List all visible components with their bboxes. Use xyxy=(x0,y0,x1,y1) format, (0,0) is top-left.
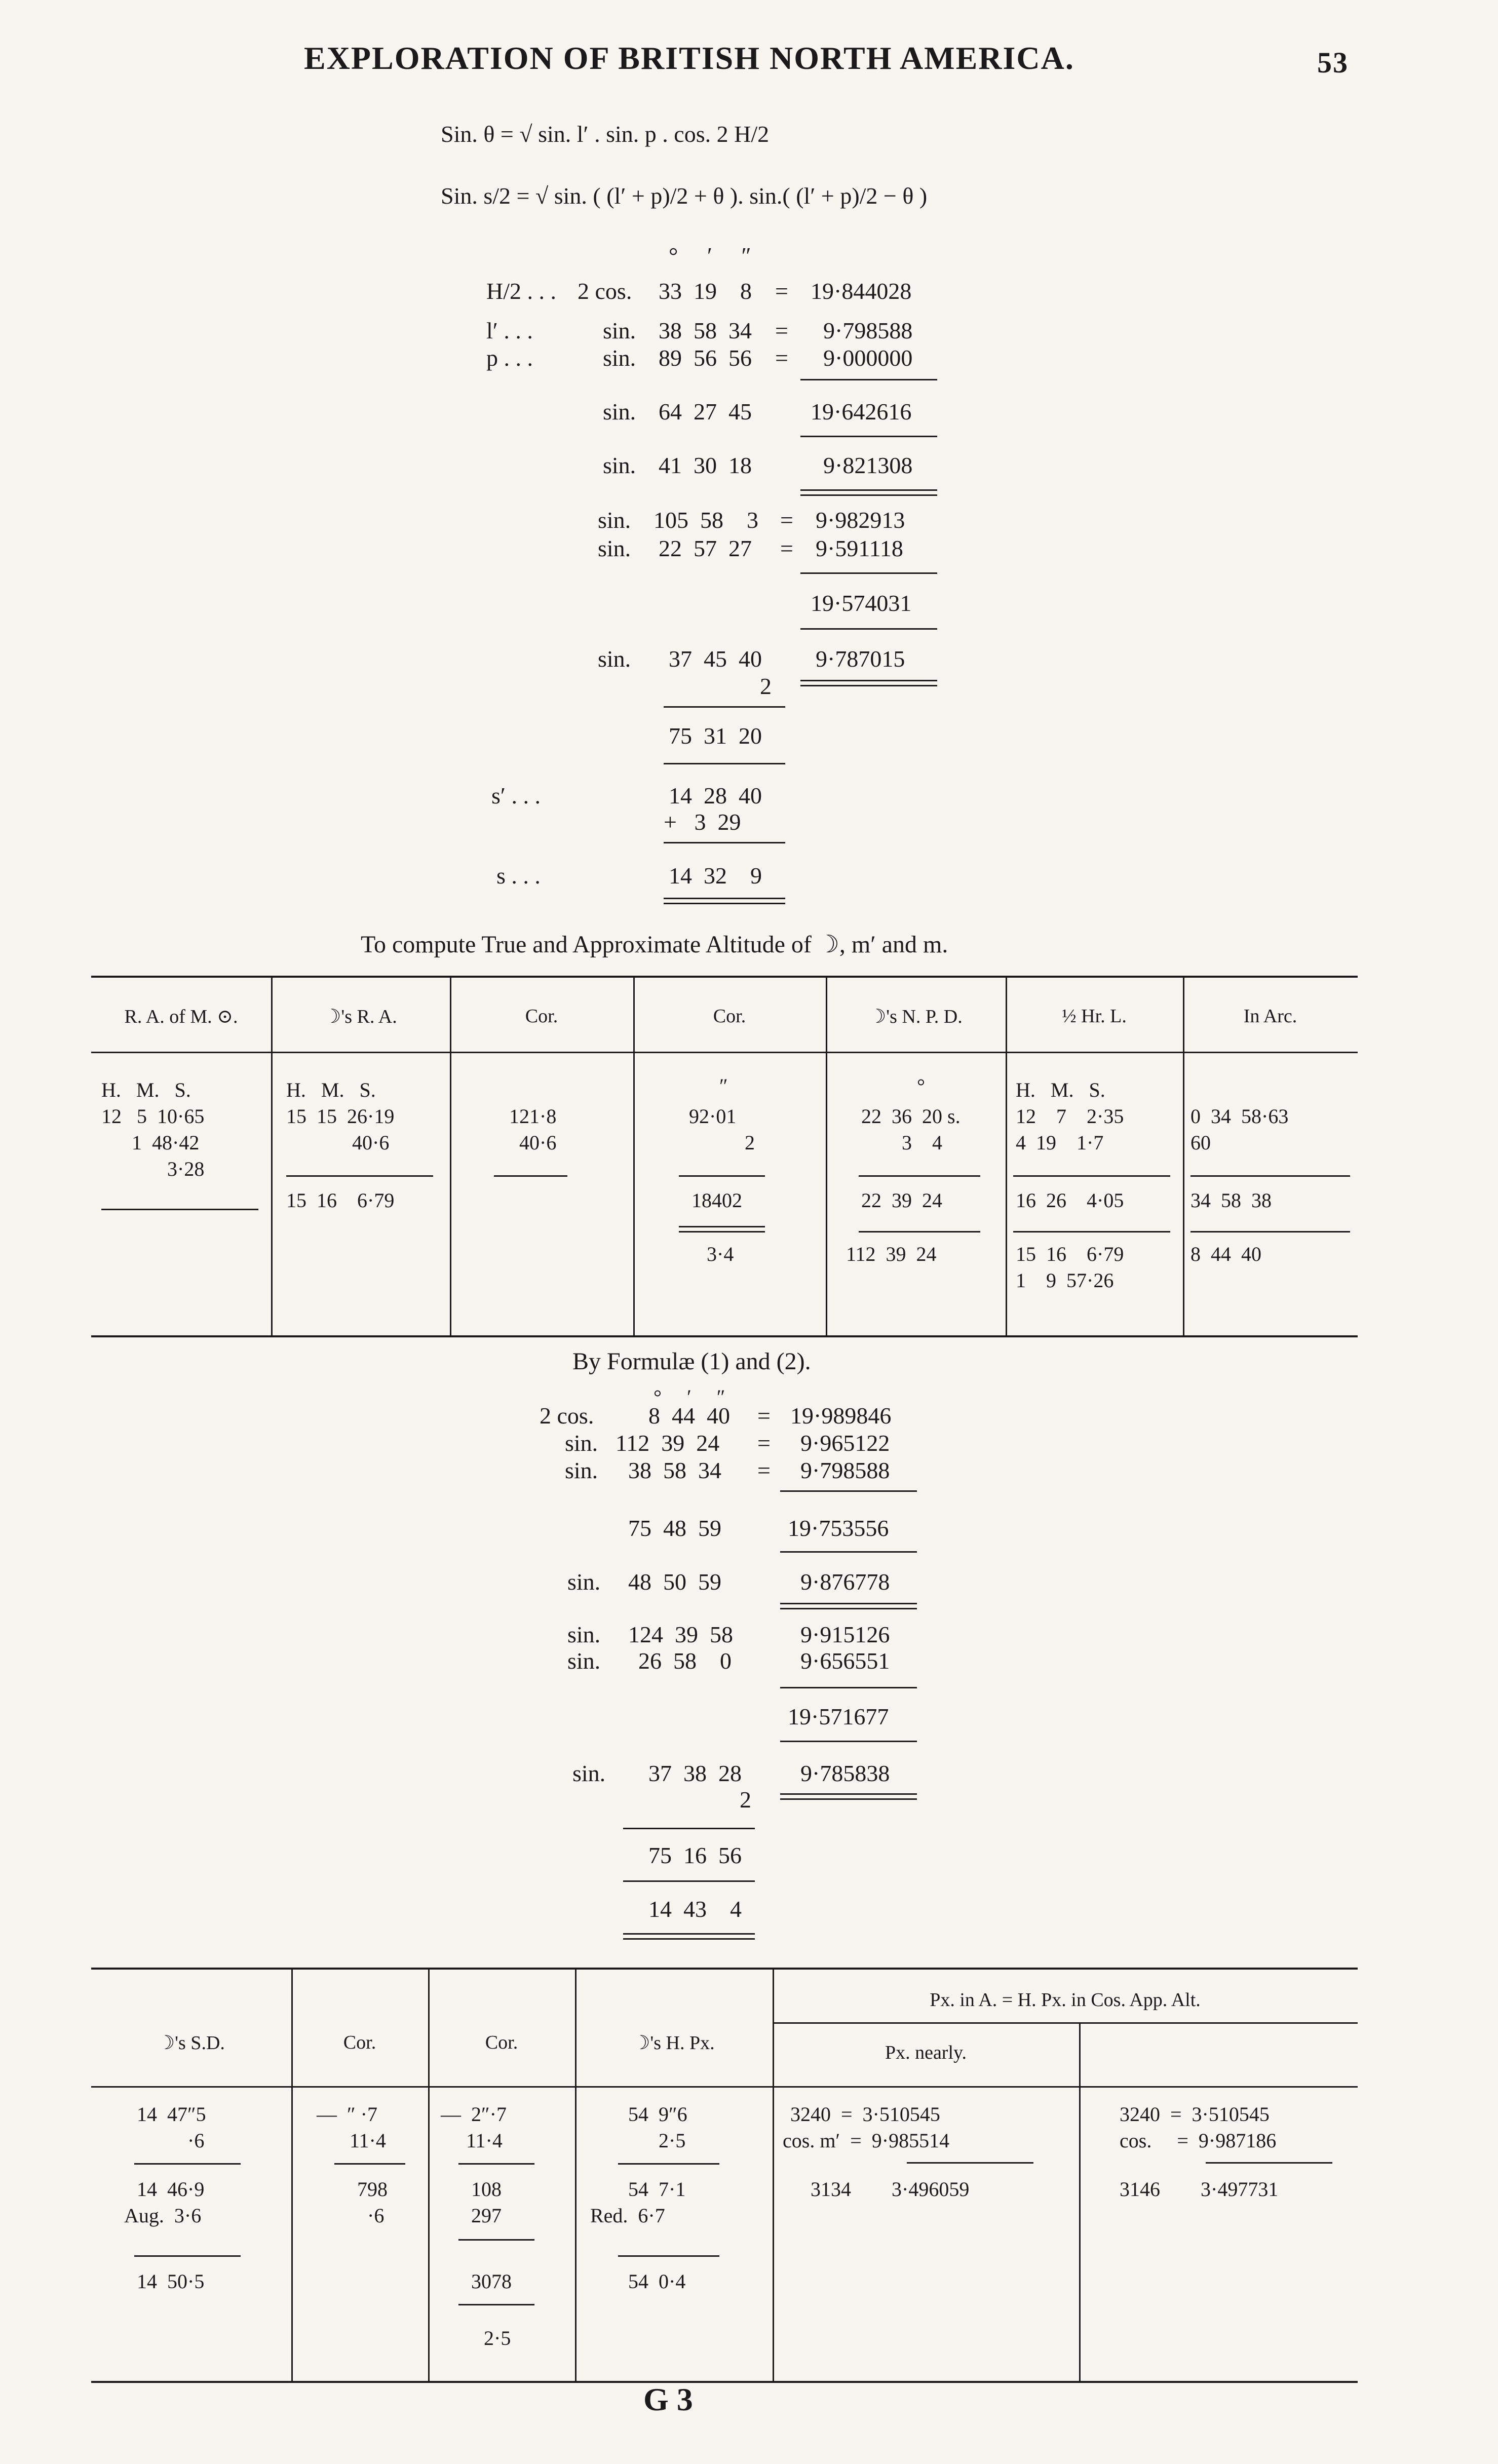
sum-rule xyxy=(458,2239,534,2241)
cell: Red. 6·7 xyxy=(590,2204,665,2227)
table-top-rule xyxy=(91,976,1358,978)
cell: 11·4 xyxy=(466,2129,503,2152)
s-prime-label: s′ . . . xyxy=(491,783,541,808)
cell: 14 50·5 xyxy=(137,2270,205,2293)
cell: H. M. S. xyxy=(101,1079,191,1101)
sum-rule xyxy=(780,1741,917,1742)
result-value: 9·787015 xyxy=(816,646,905,672)
column-header: In Arc. xyxy=(1243,1006,1297,1027)
row-equals: = xyxy=(757,1403,771,1429)
cell: 40·6 xyxy=(519,1131,557,1154)
sum-value: 19·642616 xyxy=(811,399,912,425)
row-function: sin. xyxy=(603,345,636,371)
cell: 54 7·1 xyxy=(628,2178,686,2201)
row-equals: = xyxy=(757,1457,771,1483)
cell: 3·4 xyxy=(707,1243,734,1265)
column-divider xyxy=(633,976,635,1335)
half-angle: 41 30 18 xyxy=(659,452,752,478)
sum-rule xyxy=(664,763,785,764)
cell: 0 34 58·63 xyxy=(1190,1105,1289,1128)
pair-function: sin. xyxy=(598,507,631,533)
cell: 3146 3·497731 xyxy=(1120,2178,1279,2201)
sum-angle: 64 27 45 xyxy=(659,399,752,425)
row-label: l′ . . . xyxy=(486,318,533,343)
double-rule xyxy=(780,1608,917,1609)
row-label: p . . . xyxy=(486,345,533,371)
degree-marks: ° ′ ″ xyxy=(669,243,751,268)
row-function: sin. xyxy=(565,1457,598,1483)
pair-function: sin. xyxy=(598,535,631,561)
cell: 22 36 20 s. xyxy=(861,1105,961,1128)
column-divider xyxy=(291,1968,293,2381)
formula-theta: Sin. θ = √ sin. l′ . sin. p . cos. 2 H/2 xyxy=(441,121,770,147)
double-rule xyxy=(679,1226,765,1227)
sum-rule xyxy=(800,436,937,437)
column-divider xyxy=(773,1968,774,2381)
cell: ·6 xyxy=(357,2204,385,2227)
table-bottom-rule xyxy=(91,2381,1358,2383)
row-value: 9·798588 xyxy=(823,318,913,343)
sum-rule xyxy=(679,1175,765,1177)
result-value: 9·785838 xyxy=(800,1760,890,1786)
cell: 1 9 57·26 xyxy=(1016,1269,1114,1292)
half-function: sin. xyxy=(567,1569,601,1595)
page-number: 53 xyxy=(1317,46,1349,79)
sum-rule xyxy=(494,1175,567,1177)
cell: ·6 xyxy=(137,2129,205,2152)
cell: 16 26 4·05 xyxy=(1016,1189,1124,1212)
sum-value: 19·574031 xyxy=(811,590,912,616)
half-angle: 48 50 59 xyxy=(628,1569,721,1595)
row-label: H/2 . . . xyxy=(486,278,556,304)
sum-rule xyxy=(780,1687,917,1688)
multiplier: 2 xyxy=(760,673,772,699)
column-header: ½ Hr. L. xyxy=(1062,1006,1127,1027)
cell: 14 47″5 xyxy=(137,2103,206,2126)
multiplier: 2 xyxy=(740,1787,751,1813)
cell: 12 7 2·35 xyxy=(1016,1105,1124,1128)
cell: ″ xyxy=(719,1074,728,1097)
table-top-rule xyxy=(91,1968,1358,1970)
cell: 3134 3·496059 xyxy=(811,2178,970,2201)
formulae-caption: By Formulæ (1) and (2). xyxy=(572,1348,811,1375)
degree-marks: ° ′ ″ xyxy=(654,1385,725,1408)
s-prime-value: 14 28 40 xyxy=(669,783,762,808)
cell: — 2″·7 xyxy=(441,2103,507,2126)
cell: 34 58 38 xyxy=(1190,1189,1272,1212)
column-divider xyxy=(1183,976,1184,1335)
sum-value: 19·571677 xyxy=(788,1704,889,1729)
pair-angle: 105 58 3 xyxy=(654,507,758,533)
column-header: ☽'s S.D. xyxy=(158,2032,225,2054)
row-angle: 89 56 56 xyxy=(659,345,752,371)
double-rule xyxy=(679,1231,765,1233)
sum-rule xyxy=(800,379,937,380)
result-angle: 37 45 40 xyxy=(669,646,762,672)
sum-function: sin. xyxy=(603,399,636,425)
sum-rule xyxy=(1190,1231,1350,1233)
cell: 15 16 6·79 xyxy=(1016,1243,1124,1265)
double-rule xyxy=(780,1603,917,1604)
double-rule xyxy=(664,898,785,899)
double-rule xyxy=(800,685,937,686)
row-function: sin. xyxy=(603,318,636,343)
sum-rule xyxy=(134,2255,241,2257)
cell: H. M. S. xyxy=(286,1079,376,1101)
sum-rule xyxy=(664,706,785,708)
half-value: 9·876778 xyxy=(800,1569,890,1595)
half-value: 9·821308 xyxy=(823,452,913,478)
cell: 121·8 xyxy=(509,1105,557,1128)
pair-value: 9·915126 xyxy=(800,1622,890,1647)
sum-rule xyxy=(859,1175,980,1177)
s-value: 14 32 9 xyxy=(669,863,762,889)
result-function: sin. xyxy=(572,1760,606,1786)
sub-header: Px. nearly. xyxy=(885,2042,967,2063)
cell: 12 5 10·65 xyxy=(101,1105,205,1128)
table-caption: To compute True and Approximate Altitude of ☽, m′ and m. xyxy=(361,931,948,958)
sum-rule xyxy=(859,1231,980,1233)
column-divider xyxy=(428,1968,430,2381)
cell: ° xyxy=(917,1074,925,1097)
column-divider xyxy=(1006,976,1007,1335)
s-prime-correction: + 3 29 xyxy=(664,809,741,835)
signature-mark: G 3 xyxy=(643,2381,693,2417)
column-header: Cor. xyxy=(343,2032,376,2053)
sum-rule xyxy=(780,1490,917,1492)
double-angle: 75 16 56 xyxy=(648,1842,742,1868)
sum-rule xyxy=(1013,1231,1170,1233)
row-value: 19·989846 xyxy=(790,1403,892,1429)
group-header-rule xyxy=(773,2022,1358,2024)
cell: 92·01 xyxy=(689,1105,737,1128)
pair-angle: 124 39 58 xyxy=(628,1622,733,1647)
cell: 297 xyxy=(471,2204,502,2227)
sum-rule xyxy=(618,2255,719,2257)
row-angle: 33 19 8 xyxy=(659,278,752,304)
double-rule xyxy=(800,680,937,681)
cell: 15 15 26·19 xyxy=(286,1105,395,1128)
sum-rule xyxy=(1190,1175,1350,1177)
row-value: 9·965122 xyxy=(800,1430,890,1456)
column-header: ☽'s N. P. D. xyxy=(869,1006,963,1027)
page-title: EXPLORATION OF BRITISH NORTH AMERICA. xyxy=(304,40,1074,76)
cell: 112 39 24 xyxy=(846,1243,937,1265)
double-rule xyxy=(623,1938,755,1940)
column-divider xyxy=(575,1968,577,2381)
sum-rule xyxy=(101,1209,258,1210)
sum-rule xyxy=(800,572,937,574)
cell: 18402 xyxy=(692,1189,742,1212)
half-function: sin. xyxy=(603,452,636,478)
cell: 60 xyxy=(1190,1131,1211,1154)
sum-rule xyxy=(134,2163,241,2165)
sum-angle: 75 48 59 xyxy=(628,1515,721,1541)
row-equals: = xyxy=(775,278,788,304)
sum-rule xyxy=(458,2163,534,2165)
column-header: ☽'s R. A. xyxy=(324,1006,397,1027)
cell: 108 xyxy=(471,2178,502,2201)
row-value: 19·844028 xyxy=(811,278,912,304)
sum-rule xyxy=(286,1175,433,1177)
final-angle: 14 43 4 xyxy=(648,1896,742,1922)
result-function: sin. xyxy=(598,646,631,672)
column-header: R. A. of M. ⊙. xyxy=(124,1006,238,1027)
row-function: 2 cos. xyxy=(578,278,632,304)
sum-rule xyxy=(458,2304,534,2305)
sum-value: 19·753556 xyxy=(788,1515,889,1541)
cell: 3240 = 3·510545 xyxy=(1120,2103,1270,2126)
cell: 3078 xyxy=(471,2270,512,2293)
column-divider xyxy=(271,976,273,1335)
row-value: 9·000000 xyxy=(823,345,913,371)
pair-value: 9·982913 xyxy=(816,507,905,533)
column-divider xyxy=(1079,2023,1081,2381)
double-rule xyxy=(623,1933,755,1935)
double-rule xyxy=(800,489,937,491)
pair-value: 9·591118 xyxy=(816,535,903,561)
cell: — ″ ·7 xyxy=(317,2103,377,2126)
double-angle: 75 31 20 xyxy=(669,723,762,749)
group-header: Px. in A. = H. Px. in Cos. App. Alt. xyxy=(930,1989,1201,2011)
row-value: 9·798588 xyxy=(800,1457,890,1483)
column-divider xyxy=(450,976,451,1335)
row-angle: 38 58 34 xyxy=(659,318,752,343)
s-label: s . . . xyxy=(496,863,541,889)
pair-angle: 22 57 27 xyxy=(659,535,752,561)
cell: 4 19 1·7 xyxy=(1016,1131,1104,1154)
row-angle: 38 58 34 xyxy=(628,1457,721,1483)
double-rule xyxy=(664,903,785,904)
sum-rule xyxy=(780,1551,917,1553)
row-equals: = xyxy=(757,1430,771,1456)
cell: 1 48·42 xyxy=(101,1131,200,1154)
table-bottom-rule xyxy=(91,1335,1358,1337)
cell: 798 xyxy=(357,2178,388,2201)
sum-rule xyxy=(800,628,937,630)
pair-equals: = xyxy=(780,507,793,533)
double-rule xyxy=(800,494,937,496)
pair-equals: = xyxy=(780,535,793,561)
result-angle: 37 38 28 xyxy=(648,1760,742,1786)
cell: 3 4 xyxy=(861,1131,942,1154)
column-divider xyxy=(826,976,827,1335)
table-header-rule xyxy=(91,2086,1358,2088)
column-header: ☽'s H. Px. xyxy=(633,2032,715,2054)
formula-s-half: Sin. s/2 = √ sin. ( (l′ + p)/2 + θ ). sin.( (l′ + p)/2 − θ ) xyxy=(441,183,928,209)
cell: 3240 = 3·510545 xyxy=(790,2103,940,2126)
row-equals: = xyxy=(775,318,788,343)
cell: 11·4 xyxy=(350,2129,386,2152)
row-angle: 112 39 24 xyxy=(616,1430,720,1456)
cell: cos. = 9·987186 xyxy=(1120,2129,1277,2152)
row-equals: = xyxy=(775,345,788,371)
cell: 14 46·9 xyxy=(137,2178,205,2201)
cell: 22 39 24 xyxy=(861,1189,942,1212)
cell: 40·6 xyxy=(286,1131,390,1154)
cell: 2 xyxy=(745,1131,755,1154)
cell: 2·5 xyxy=(628,2129,686,2152)
column-header: Cor. xyxy=(713,1006,746,1027)
cell: 3·28 xyxy=(101,1158,205,1180)
sum-rule xyxy=(334,2163,405,2165)
sum-rule xyxy=(1206,2162,1332,2164)
cell: 54 0·4 xyxy=(628,2270,686,2293)
cell: 8 44 40 xyxy=(1190,1243,1261,1265)
sum-rule xyxy=(618,2163,719,2165)
cell: 2·5 xyxy=(484,2327,511,2350)
column-header: Cor. xyxy=(485,2032,518,2053)
row-angle: 8 44 40 xyxy=(648,1403,730,1429)
cell: H. M. S. xyxy=(1016,1079,1105,1101)
sum-rule xyxy=(623,1880,755,1882)
pair-function: sin. xyxy=(567,1648,601,1674)
double-rule xyxy=(780,1798,917,1800)
double-rule xyxy=(780,1793,917,1795)
table-header-rule xyxy=(91,1052,1358,1053)
sum-rule xyxy=(907,2162,1033,2164)
sum-rule xyxy=(1013,1175,1170,1177)
pair-angle: 26 58 0 xyxy=(638,1648,732,1674)
cell: Aug. 3·6 xyxy=(124,2204,202,2227)
sum-rule xyxy=(623,1828,755,1829)
sum-rule xyxy=(664,842,785,843)
cell: 54 9″6 xyxy=(628,2103,687,2126)
row-function: sin. xyxy=(565,1430,598,1456)
column-header: Cor. xyxy=(525,1006,558,1027)
cell: 15 16 6·79 xyxy=(286,1189,395,1212)
row-function: 2 cos. xyxy=(540,1403,594,1429)
cell: cos. m′ = 9·985514 xyxy=(783,2129,950,2152)
pair-value: 9·656551 xyxy=(800,1648,890,1674)
pair-function: sin. xyxy=(567,1622,601,1647)
